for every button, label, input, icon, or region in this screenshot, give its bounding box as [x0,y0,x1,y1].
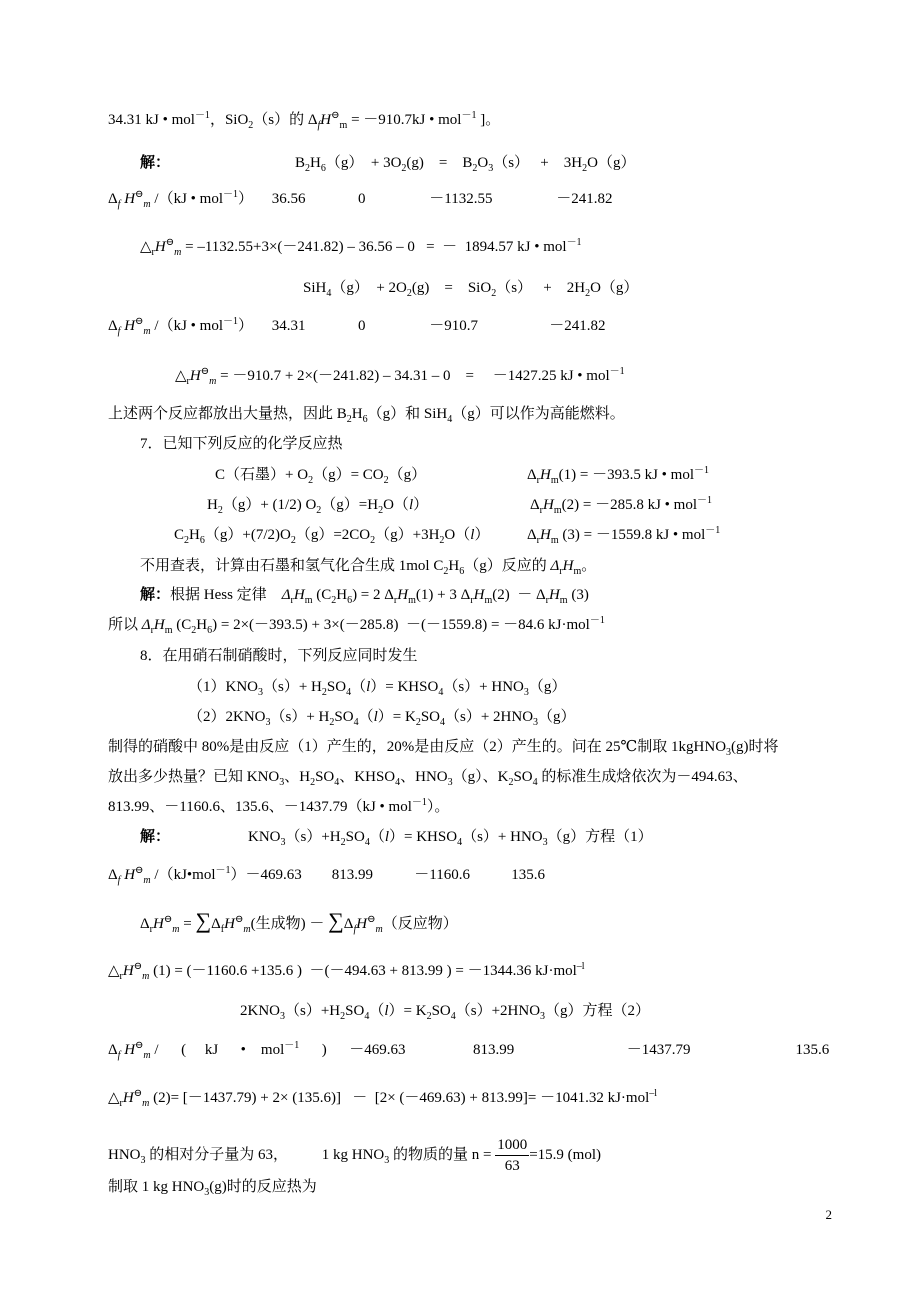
solution-line: 解： [140,829,171,845]
reaction-line: C（石墨）+ $O_2(g)= CO_2(g)$ [215,467,427,486]
calc-line: $\triangle_rH^⊖_m = -1132.55+3\times(-241.82) - 36.56 - 0$ = － 1894.57 kJ • mol$^{-1}$ [140,237,582,258]
reaction-line: $C_2H_6(g)+(7/2)O_2(g)=2CO_2(g)+3H_2O(l)$ [174,527,490,546]
text-line: 放出多少热量？已知 $KNO_3$、$H_2SO_4$、$KHSO_4$、$HNO_3(g)$、$K_2SO_4$ 的标准生成焓依次为－494.63、 [108,769,748,788]
enthalpy-row: $\Delta_f$ $H^⊖_m$ /（kJ•mol$^{-1}$）－469.63 813.99 －1160.6 135.6 [108,865,545,886]
equation-line: $KNO_3(s)+H_2SO_4(l)=$ $KHSO_4(s)+ HNO_3(g)$方程（1） [248,829,653,848]
solution-line: 解：根据 Hess 定律 $\Delta_rH_m$ $(C_2H_6) = 2$ $\Delta_rH_m(1) + 3$ $\Delta_rH_m(2) - \Delta_rH_m$ (3) [140,587,589,606]
page-number: 2 [825,1207,832,1222]
reaction-enthalpy: $\Delta_rH_m(1) = -393.5$ kJ • mol$^{-1}$ [527,465,709,486]
question-heading: 8．在用硝石制硝酸时，下列反应同时发生 [140,648,418,664]
reaction-enthalpy: $\Delta_rH_m(2) = -285.8$ kJ • mol$^{-1}$ [530,495,712,516]
reaction-line: $H_2(g)+ (1/2)$ $O_2(g)=H_2O(l)$ [207,497,429,516]
reaction-enthalpy: $\Delta_rH_m$ (3) = －1559.8 kJ • mol$^{-1}$ [527,525,721,546]
reaction-line: $(1)KNO_3(s)+ H_2SO_4(l)=$ $KHSO_4(s)+ HNO_3(g)$ [188,679,567,698]
calc-line: $\triangle_rH^⊖_m$ (1) = (－1160.6 +135.6 ) －(－494.63 + 813.99 ) = －1344.36 kJ·mol$^{-l}$ [108,961,585,982]
enthalpy-row: $\Delta_f$ $H^⊖_m$ /（kJ • mol$^{-1}$） 36.56 0 －1132.55 －241.82 [108,189,613,210]
calc-line: $\triangle_rH^⊖_m$ (2)= [－1437.79) + 2× (135.6)] － [2× (－469.63) + 813.99]= －1041.32 kJ·mol$^{-l}$ [108,1088,658,1109]
equation-line: $2KNO_3(s)+H_2SO_4(l)= K_2SO_4(s)+2HNO_3(g)$方程（2） [240,1003,651,1022]
text-line: 813.99、－1160.6、135.6、－1437.79（kJ • mol$^{-1}$）。 [108,797,450,815]
calc-line: $\triangle_rH^⊖_m = -910.7 + 2\times(-241.82) - 34.31 - 0$ = －1427.25 kJ • mol$^{-1}$ [175,366,625,387]
text-line: 34.31 kJ • mol$^{-1}$，SiO$_2$（s）的 $\Delta_fH^⊖_m = -910.7kJ$ • mol$^{-1}$ ]。 [108,110,501,131]
text-line: 不用查表，计算由石墨和氢气化合生成 1mol $C_2H_6(g)$反应的 $\Delta_rH_m$。 [140,558,597,577]
text-line: 上述两个反应都放出大量热，因此 $B_2H_6(g)$和 SiH$_4$（g）可以作为高能燃料。 [108,406,625,425]
equation-line: $SiH_4(g) + 2O_2(g)$ = SiO$_2$（s） + $2H_2O(g)$ [303,280,639,299]
enthalpy-row: $\Delta_f$ $H^⊖_m$ / ( kJ • mol$^{-1}$ ) －469.63 813.99 －1437.79 135.6 [108,1040,830,1061]
equation-line: $B_2H_6(g) + 3O_2(g)$ = $B_2O_3(s)$ + $3H_2O(g)$ [295,155,636,174]
enthalpy-row: $\Delta_f$ $H^⊖_m$ /（kJ • mol$^{-1}$） 34.31 0 －910.7 －241.82 [108,316,606,337]
text-line: 所以 $\Delta_rH_m$ $(C_2H_6) = 2\times(-393.5) + 3\times(-285.8) -(-1559.8) = -84.6$ kJ·mol$^{-1}$ [108,615,605,636]
fraction: $\frac{1000}{63}$ [497,1137,528,1174]
text-line: $HNO_3$ 的相对分子量为 63， 1 kg $HNO_3$ 的物质的量 n = $\frac{1000}{63}$ =15.9 (mol) [108,1137,602,1174]
text-line: 制得的硝酸中 80%是由反应（1）产生的，20%是由反应（2）产生的。问在 25℃制取 1kgHNO$_3$(g)时将 [108,739,779,758]
text-line: 制取 1 kg $HNO_3(g)$时的反应热为 [108,1179,317,1198]
reaction-line: $(2)2KNO_3(s)+ H_2SO_4(l)= K_2SO_4(s)+ 2HNO_3(g)$ [188,709,576,728]
formula-line: $\Delta_rH^⊖_m = \sum\Delta_fH^⊖_m$(生成物) － $\sum\Delta_fH^⊖_m$（反应物） [140,908,458,935]
question-heading: 7．已知下列反应的化学反应热 [140,436,343,452]
solution-line: 解： [140,155,171,171]
